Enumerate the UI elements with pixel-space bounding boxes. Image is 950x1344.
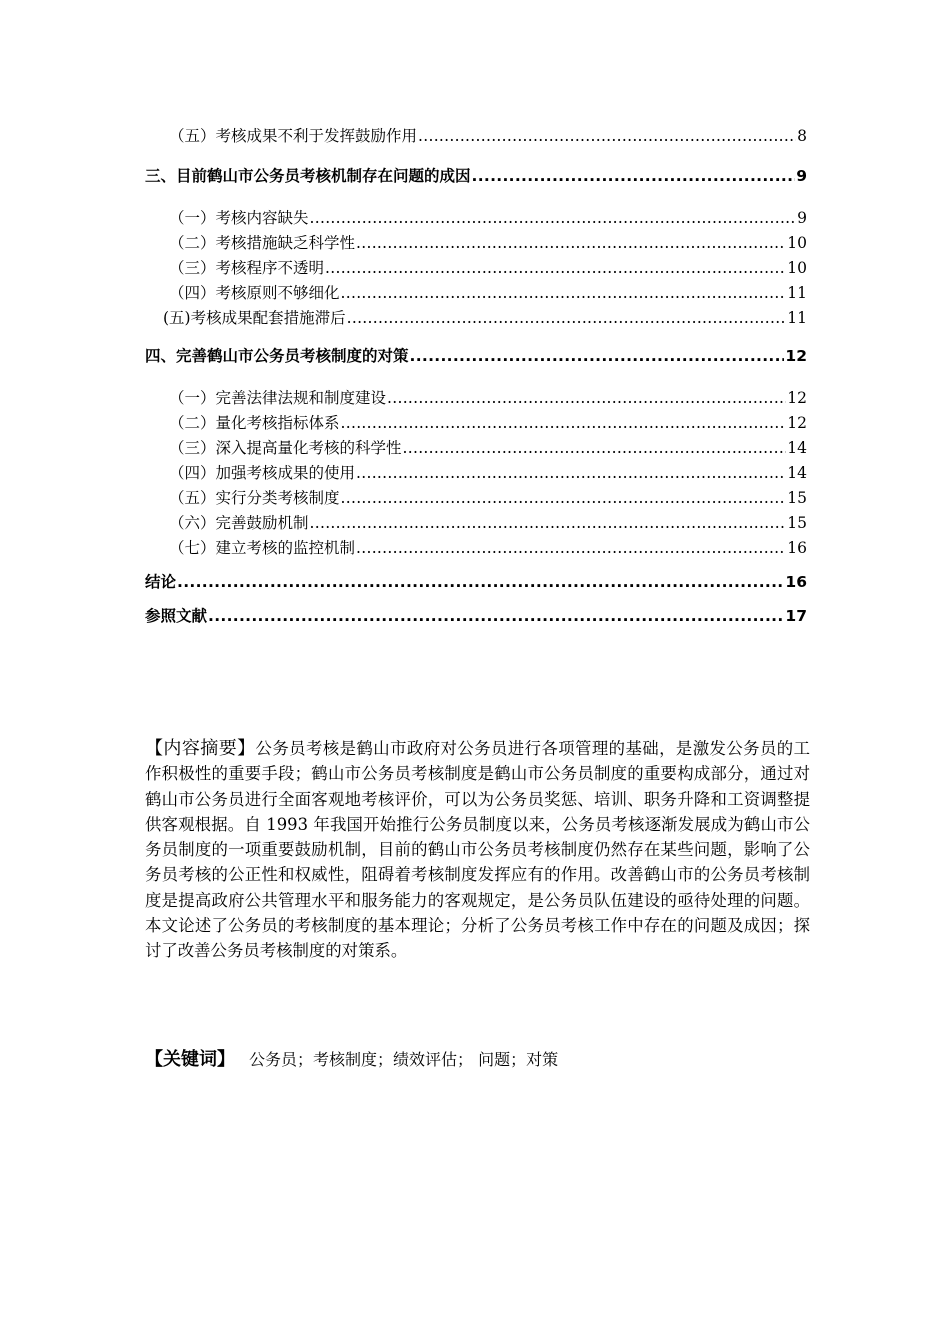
toc-entry-label: （二）量化考核指标体系: [169, 414, 340, 432]
table-of-contents: [145, 124, 807, 627]
toc-section-page: 17: [785, 607, 807, 625]
toc-entry-label: （六）完善鼓励机制: [169, 514, 309, 532]
toc-leader: [341, 281, 787, 306]
toc-leader: [208, 605, 784, 627]
toc-entry-page: 8: [797, 127, 807, 145]
toc-section-label: 结论: [145, 573, 177, 591]
toc-entry-label: （五）实行分类考核制度: [169, 489, 340, 507]
toc-entry-label: （七）建立考核的监控机制: [169, 539, 356, 557]
toc-leader: [356, 536, 786, 561]
toc-entry-label: （一）考核内容缺失: [169, 209, 309, 227]
keywords-label: 【关键词】: [145, 1049, 235, 1070]
toc-section-page: 9: [796, 167, 807, 185]
abstract-text: 公务员考核是鹤山市政府对公务员进行各项管理的基础，是激发公务员的工作积极性的重要手段；鹤山市公务员考核制度是鹤山市公务员制度的重要构成部分，通过对鹤山市公务员进行全面客观地考核评价，可以为公务员奖惩、培训、职务升降和工资调整提供客观根据。自 1993 年我国开始推行公务员制度以来，公务员考核逐渐发展成为鹤山市公务员制度的一项重要鼓励机制，目前的鹤山市公务员考核制度仍然存在某些问题，影响了公务员考核的公正性和权威性，阻碍着考核制度发挥应有的作用。改善鹤山市的公务员考核制度是提高政府公共管理水平和服务能力的客观规定，是公务员队伍建设的亟待处理的问题。本文论述了公务员的考核制度的基本理论；分析了公务员考核工作中存在的问题及成因；探讨了改善公务员考核制度的对策系。: [145, 739, 811, 961]
toc-entry-label: （五）考核成果不利于发挥鼓励作用: [169, 127, 418, 145]
keywords: [145, 1047, 558, 1073]
toc-entry[interactable]: [145, 124, 807, 149]
toc-entry-label: （一）完善法律法规和制度建设: [169, 389, 387, 407]
toc-entry[interactable]: [145, 281, 807, 306]
toc-section[interactable]: [145, 165, 807, 187]
toc-entry-page: 12: [787, 389, 807, 407]
toc-entry-page: 10: [787, 259, 807, 277]
toc-entry[interactable]: [145, 231, 807, 256]
toc-section[interactable]: [145, 345, 807, 367]
toc-entry[interactable]: [145, 536, 807, 561]
toc-entry-page: 12: [787, 414, 807, 432]
toc-entry-page: 9: [797, 209, 807, 227]
toc-entry[interactable]: [145, 436, 807, 461]
toc-section[interactable]: [145, 605, 807, 627]
toc-entry-label: （四）加强考核成果的使用: [169, 464, 356, 482]
toc-entry[interactable]: [145, 486, 807, 511]
toc-leader: [410, 345, 785, 367]
toc-section-label: 参照文献: [145, 607, 208, 625]
toc-entry-page: 14: [787, 439, 807, 457]
toc-entry[interactable]: [145, 386, 807, 411]
toc-leader: [356, 231, 786, 256]
toc-entry[interactable]: [145, 306, 807, 331]
toc-entry-page: 15: [787, 489, 807, 507]
toc-entry-label: （三）深入提高量化考核的科学性: [169, 439, 402, 457]
toc-leader: [177, 571, 784, 593]
toc-leader: [387, 386, 786, 411]
toc-leader: [310, 206, 797, 231]
toc-entry[interactable]: [145, 411, 807, 436]
keywords-text: 公务员；考核制度；绩效评估； 问题；对策: [249, 1050, 559, 1069]
toc-entry-label: （二）考核措施缺乏科学性: [169, 234, 356, 252]
toc-leader: [403, 436, 787, 461]
toc-entry-label: （三）考核程序不透明: [169, 259, 325, 277]
abstract: [145, 736, 810, 964]
toc-entry-label: (五)考核成果配套措施滞后: [163, 309, 346, 327]
toc-entry-page: 11: [787, 309, 807, 327]
toc-entry-page: 11: [787, 284, 807, 302]
toc-entry-page: 10: [787, 234, 807, 252]
toc-entry[interactable]: [145, 256, 807, 281]
toc-section[interactable]: [145, 571, 807, 593]
toc-leader: [341, 486, 787, 511]
toc-section-label: 三、目前鹤山市公务员考核机制存在问题的成因: [145, 167, 471, 185]
toc-entry[interactable]: [145, 461, 807, 486]
toc-section-page: 16: [785, 573, 807, 591]
toc-section-label: 四、完善鹤山市公务员考核制度的对策: [145, 347, 409, 365]
toc-entry-page: 15: [787, 514, 807, 532]
abstract-label: 【内容摘要】: [145, 738, 256, 759]
toc-entry[interactable]: [145, 206, 807, 231]
toc-leader: [418, 124, 796, 149]
toc-leader: [325, 256, 786, 281]
toc-entry-label: （四）考核原则不够细化: [169, 284, 340, 302]
toc-leader: [341, 411, 787, 436]
toc-section-page: 12: [785, 347, 807, 365]
toc-leader: [347, 306, 787, 331]
toc-entry[interactable]: [145, 511, 807, 536]
toc-entry-page: 14: [787, 464, 807, 482]
toc-leader: [356, 461, 786, 486]
toc-entry-page: 16: [787, 539, 807, 557]
toc-leader: [472, 165, 796, 187]
toc-leader: [310, 511, 787, 536]
